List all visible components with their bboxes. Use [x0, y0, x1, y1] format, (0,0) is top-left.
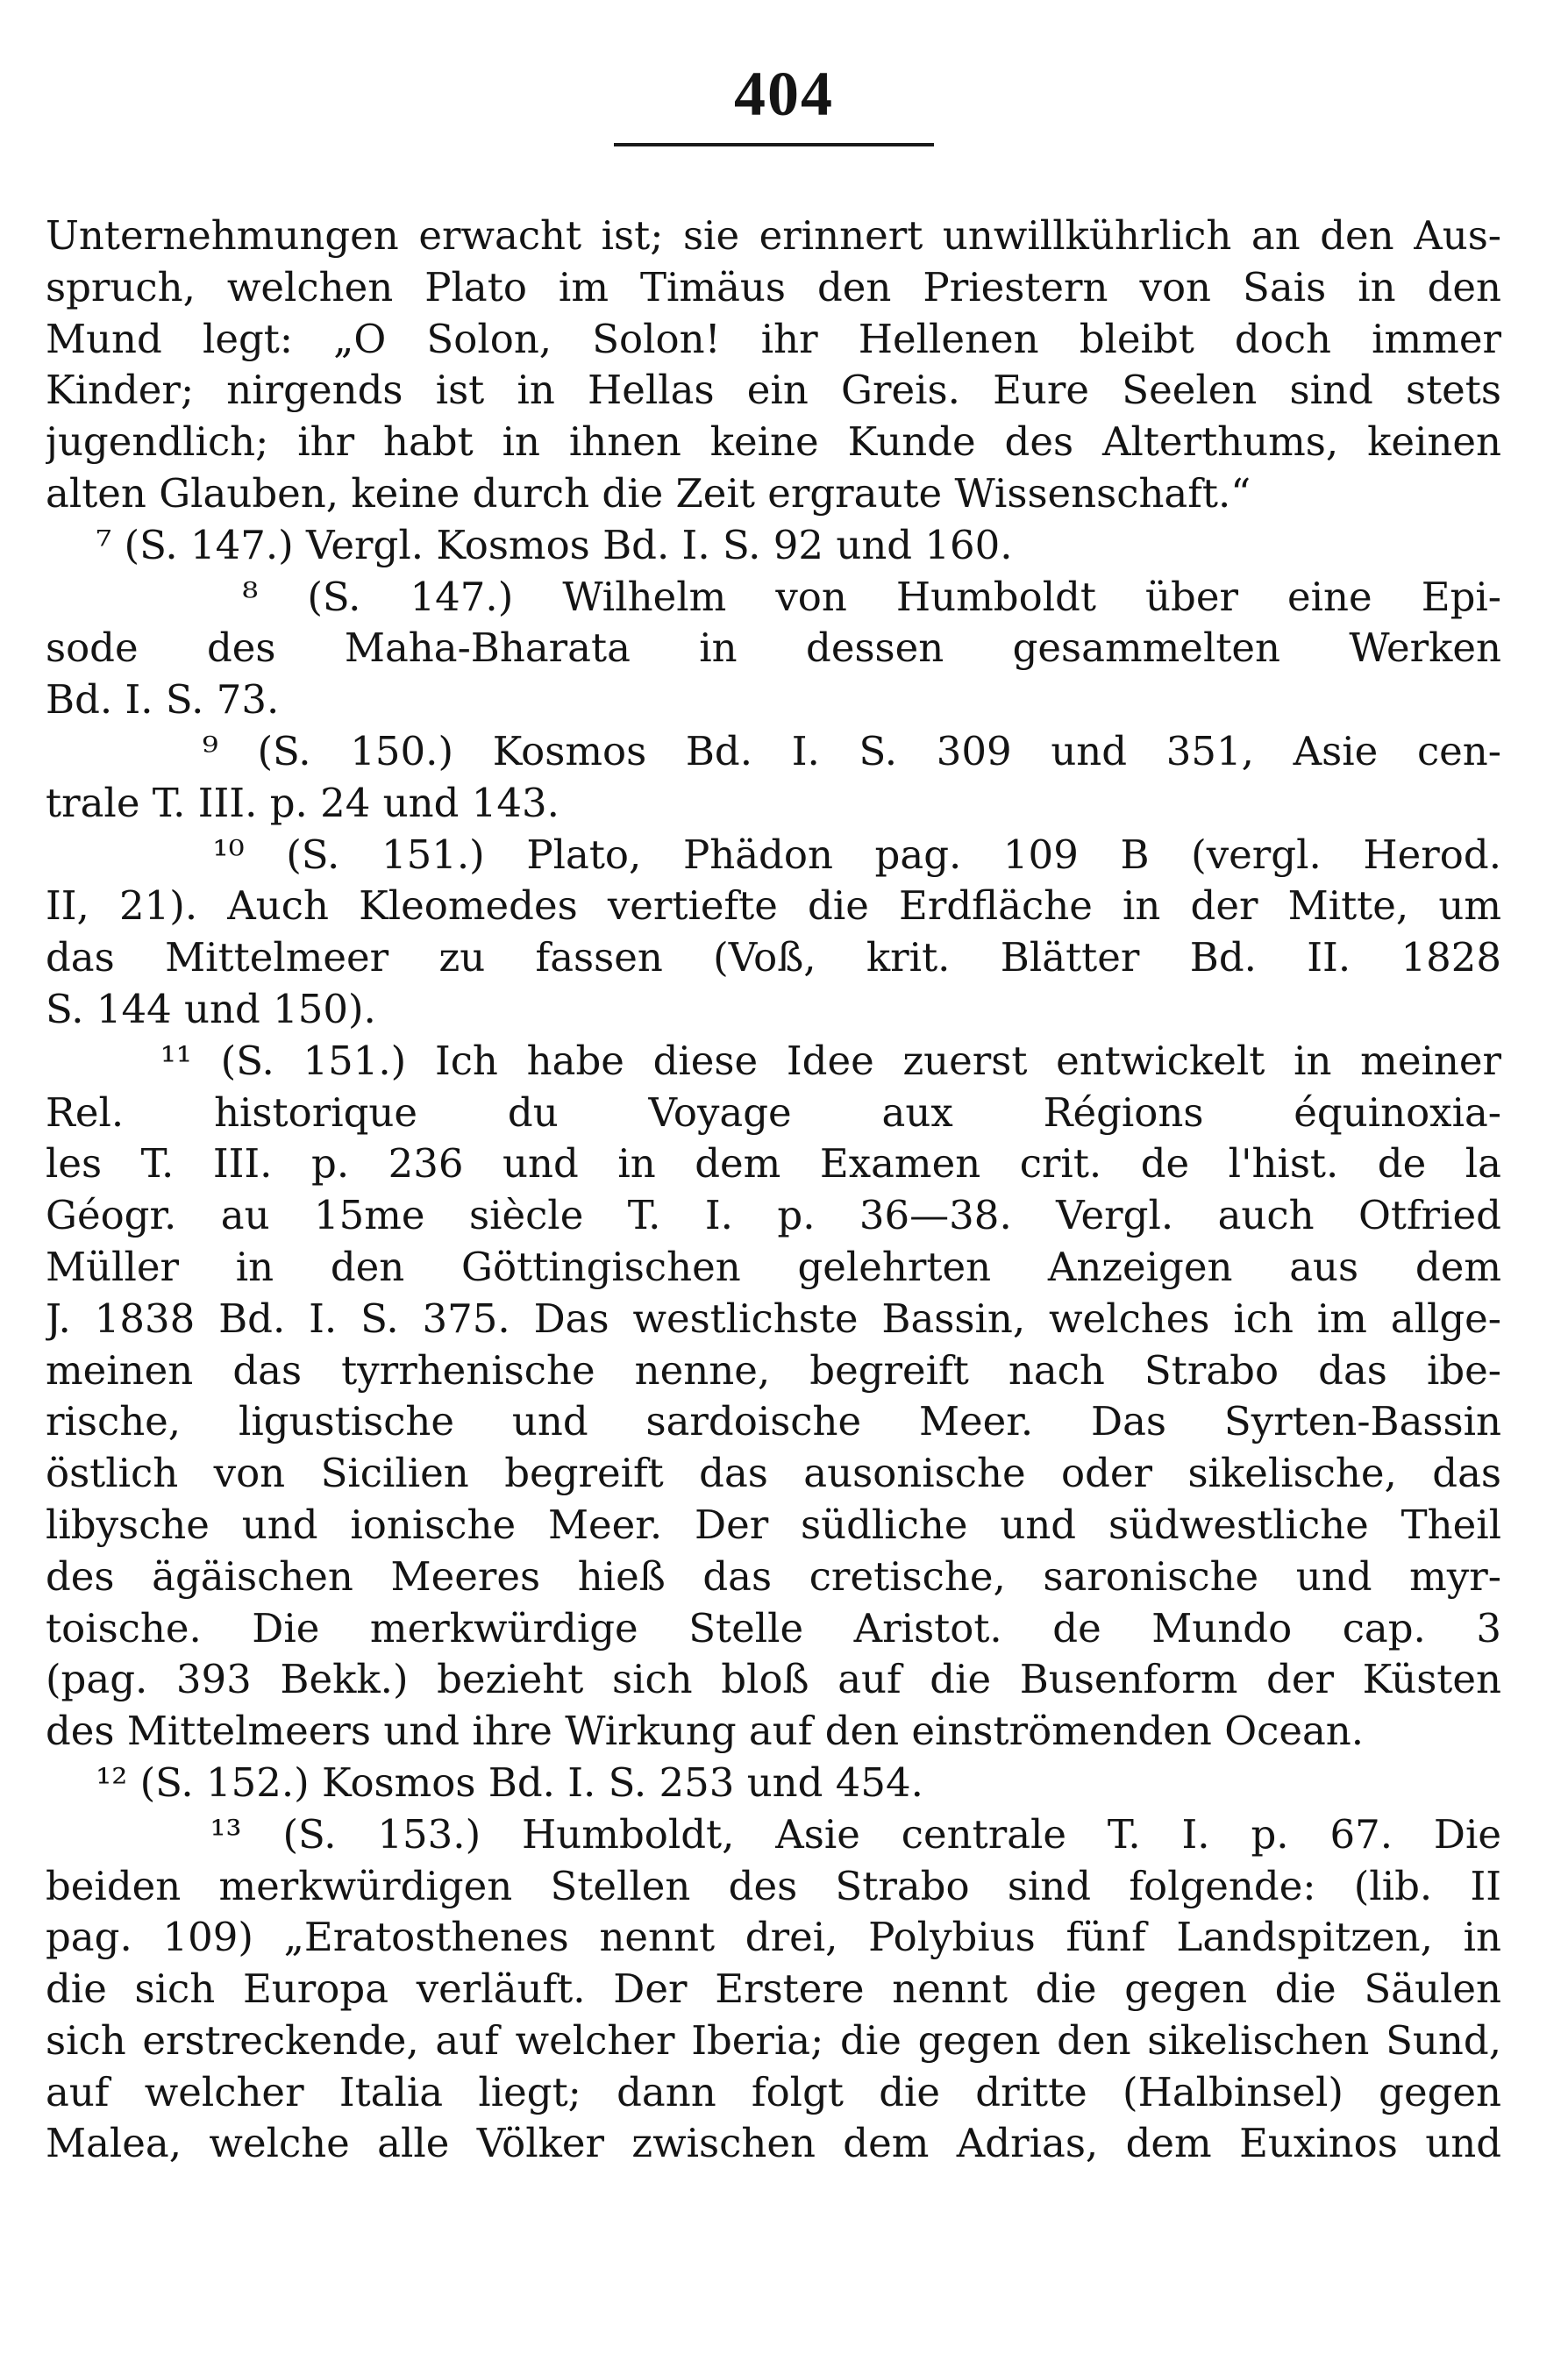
text-line: (pag. 393 Bekk.) bezieht sich bloß auf die Busenform der Küsten	[46, 1656, 1501, 1703]
text-line: auf welcher Italia liegt; dann folgt die dritte (Halbinsel) gegen	[46, 2068, 1501, 2115]
text-line: sich erstreckende, auf welcher Iberia; die gegen den sikelischen Sund,	[46, 2016, 1501, 2064]
text-line: trale T. III. p. 24 und 143.	[46, 779, 559, 826]
text-line: S. 144 und 150).	[46, 985, 376, 1032]
text-line: das Mittelmeer zu fassen (Voß, krit. Blätter Bd. II. 1828	[46, 934, 1501, 981]
text-line: sode des Maha-Bharata in dessen gesammelten Werken	[46, 624, 1501, 672]
text-line: ¹² (S. 152.) Kosmos Bd. I. S. 253 und 454.	[46, 1758, 923, 1806]
text-line: Rel. historique du Voyage aux Régions équinoxia-	[46, 1088, 1501, 1136]
text-line: Malea, welche alle Völker zwischen dem Adrias, dem Euxinos und	[46, 2120, 1501, 2167]
text-line: Mund legt: „O Solon, Solon! ihr Hellenen bleibt doch immer	[46, 315, 1501, 362]
text-line: Müller in den Göttingischen gelehrten Anzeigen aus dem	[46, 1243, 1501, 1290]
text-line: des Mittelmeers und ihre Wirkung auf den einströmenden Ocean.	[46, 1708, 1365, 1755]
text-line: les T. III. p. 236 und in dem Examen crit. de l'hist. de la	[46, 1140, 1501, 1188]
text-line: J. 1838 Bd. I. S. 375. Das westlichste Bassin, welches ich im allge-	[46, 1295, 1501, 1342]
text-line: meinen das tyrrhenische nenne, begreift nach Strabo das ibe-	[46, 1346, 1501, 1394]
footnotes-body	[46, 210, 1501, 2170]
text-line: ¹³ (S. 153.) Humboldt, Asie centrale T. I. p. 67. Die	[46, 1810, 1501, 1858]
header-rule	[614, 143, 934, 146]
text-line: ⁹ (S. 150.) Kosmos Bd. I. S. 309 und 351, Asie cen-	[46, 727, 1501, 774]
text-line: jugendlich; ihr habt in ihnen keine Kunde des Alterthums, keinen	[46, 418, 1501, 466]
text-line: die sich Europa verläuft. Der Erstere nennt die gegen die Säulen	[46, 1965, 1501, 2013]
page-number: 404	[734, 59, 834, 129]
text-line: ¹¹ (S. 151.) Ich habe diese Idee zuerst entwickelt in meiner	[46, 1037, 1501, 1084]
text-line: beiden merkwürdigen Stellen des Strabo sind folgende: (lib. II	[46, 1862, 1501, 1909]
text-line: pag. 109) „Eratosthenes nennt drei, Polybius fünf Landspitzen, in	[46, 1914, 1501, 1961]
text-line: spruch, welchen Plato im Timäus den Priestern von Sais in den	[46, 263, 1501, 310]
text-line: II, 21). Auch Kleomedes vertiefte die Erdfläche in der Mitte, um	[46, 882, 1501, 930]
text-line: Bd. I. S. 73.	[46, 676, 280, 724]
text-line: Géogr. au 15me siècle T. I. p. 36—38. Vergl. auch Otfried	[46, 1192, 1501, 1239]
text-line: ⁸ (S. 147.) Wilhelm von Humboldt über eine Epi-	[46, 573, 1501, 620]
text-line: ⁷ (S. 147.) Vergl. Kosmos Bd. I. S. 92 und 160.	[46, 521, 1013, 568]
text-line: alten Glauben, keine durch die Zeit ergraute Wissenschaft.“	[46, 469, 1251, 517]
text-line: libysche und ionische Meer. Der südliche und südwestliche Theil	[46, 1501, 1501, 1548]
text-line: toische. Die merkwürdige Stelle Aristot. de Mundo cap. 3	[46, 1604, 1501, 1651]
text-line: Unternehmungen erwacht ist; sie erinnert unwillkührlich an den Aus-	[46, 212, 1501, 259]
text-line: östlich von Sicilien begreift das ausonische oder sikelische, das	[46, 1450, 1501, 1497]
text-line: Kinder; nirgends ist in Hellas ein Greis. Eure Seelen sind stets	[46, 367, 1501, 414]
text-line: des ägäischen Meeres hieß das cretische, saronische und myr-	[46, 1552, 1501, 1600]
text-line: rische, ligustische und sardoische Meer. Das Syrten-Bassin	[46, 1398, 1501, 1445]
text-line: ¹⁰ (S. 151.) Plato, Phädon pag. 109 B (vergl. Herod.	[46, 831, 1501, 878]
